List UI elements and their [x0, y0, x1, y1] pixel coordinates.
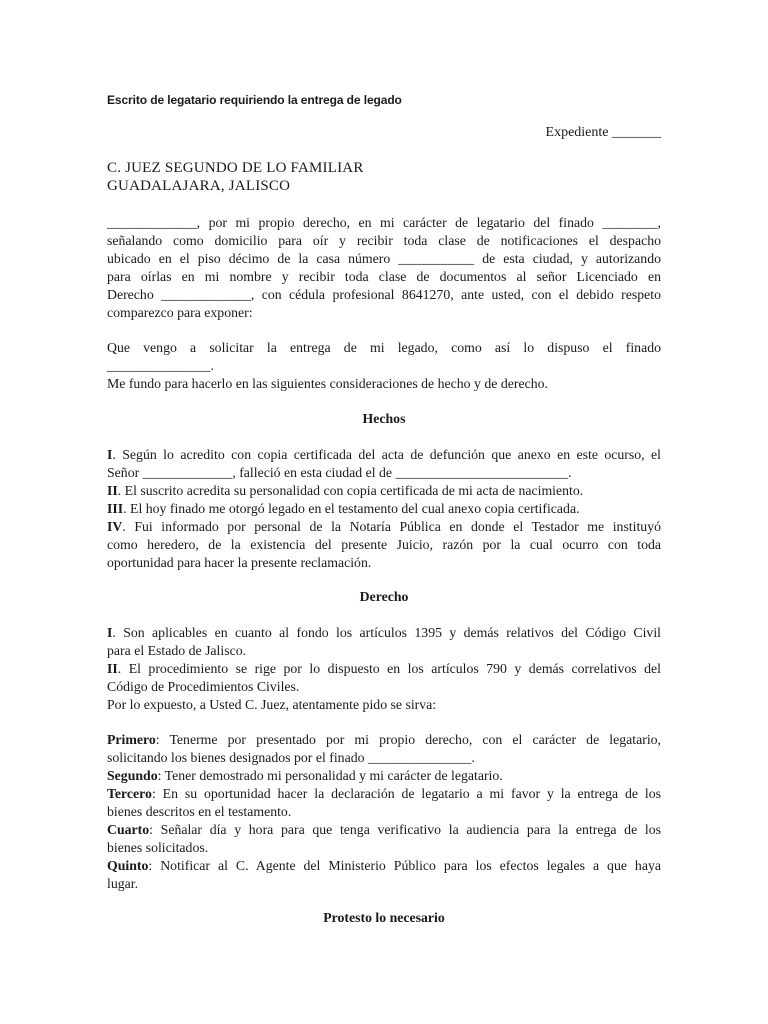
intro-line: para oírlas en mi nombre y recibir toda clase de documentos al señor Licenciado en	[107, 269, 661, 284]
derecho-heading: Derecho	[359, 589, 409, 604]
intro-line: señalando como domicilio para oír y recibir toda clase de notificaciones el despacho	[107, 233, 661, 248]
hecho-number: II	[107, 483, 118, 498]
punto-line: Tercero: En su oportunidad hacer la declaración de legatario a mi favor y la entrega de los	[107, 786, 661, 801]
petition-paragraph	[107, 339, 661, 393]
intro-line: comparezco para exponer:	[107, 305, 253, 320]
punto-label: Cuarto	[107, 822, 150, 837]
hecho-line: II. El suscrito acredita su personalidad con copia certificada de mi acta de nacimiento.	[107, 483, 584, 498]
hecho-number: IV	[107, 519, 123, 534]
petition-line: Que vengo a solicitar la entrega de mi legado, como así lo dispuso el finado	[107, 340, 661, 355]
hechos-heading: Hechos	[362, 411, 406, 426]
addressee-line-1: C. JUEZ SEGUNDO DE LO FAMILIAR	[107, 160, 364, 176]
hecho-number: I	[107, 447, 113, 462]
derecho-number: I	[107, 625, 113, 640]
hecho-line: III. El hoy finado me otorgó legado en el testamento del cual anexo copia certificada.	[107, 501, 580, 516]
punto-line: bienes descritos en el testamento.	[107, 804, 292, 819]
derecho-section	[107, 624, 661, 714]
derecho-line: I. Son aplicables en cuanto al fondo los artículos 1395 y demás relativos del Código Civil	[107, 625, 661, 640]
intro-line: _____________, por mi propio derecho, en mi carácter de legatario del finado ________,	[107, 215, 661, 230]
hecho-line: I. Según lo acredito con copia certificada del acta de defunción que anexo en este ocurso, el	[107, 447, 661, 462]
punto-label: Tercero	[107, 786, 152, 801]
derecho-line: para el Estado de Jalisco.	[107, 643, 247, 658]
hechos-section	[107, 446, 661, 572]
derecho-line: Código de Procedimientos Civiles.	[107, 679, 300, 694]
derecho-number: II	[107, 661, 118, 676]
punto-label: Quinto	[107, 858, 149, 873]
addressee-line-2: GUADALAJARA, JALISCO	[107, 178, 291, 194]
punto-line: Primero: Tenerme por presentado por mi propio derecho, con el carácter de legatario,	[107, 732, 661, 747]
punto-line: solicitando los bienes designados por el finado _______________.	[107, 750, 475, 765]
hecho-line: IV. Fui informado por personal de la Notaría Pública en donde el Testador me instituyó	[107, 519, 662, 534]
punto-line: bienes solicitados.	[107, 840, 209, 855]
hecho-line: como heredero, de la existencia del presente Juicio, razón por la cual ocurro con toda	[107, 537, 661, 552]
expediente-field: Expediente _______	[545, 125, 661, 140]
por-lo-expuesto: Por lo expuesto, a Usted C. Juez, atentamente pido se sirva:	[107, 697, 437, 712]
puntos-section	[107, 731, 661, 893]
hecho-line: Señor _____________, falleció en esta ciudad el de _________________________.	[107, 465, 572, 480]
intro-paragraph	[107, 214, 661, 322]
punto-line: lugar.	[107, 876, 139, 891]
punto-label: Segundo	[107, 768, 158, 783]
closing-heading: Protesto lo necesario	[323, 910, 445, 925]
punto-line: Segundo: Tener demostrado mi personalidad y mi carácter de legatario.	[107, 768, 503, 783]
hecho-line: oportunidad para hacer la presente reclamación.	[107, 555, 372, 570]
intro-line: Derecho _____________, con cédula profesional 8641270, ante usted, con el debido respeto	[107, 287, 661, 302]
petition-line: Me fundo para hacerlo en las siguientes consideraciones de hecho y de derecho.	[107, 376, 548, 391]
punto-line: Quinto: Notificar al C. Agente del Ministerio Público para los efectos legales a que haya	[107, 858, 661, 873]
derecho-line: II. El procedimiento se rige por lo dispuesto en los artículos 790 y demás correlativos del	[107, 661, 661, 676]
punto-line: Cuarto: Señalar día y hora para que tenga verificativo la audiencia para la entrega de los	[107, 822, 661, 837]
document-title: Escrito de legatario requiriendo la entrega de legado	[107, 93, 402, 107]
punto-label: Primero	[107, 732, 156, 747]
hecho-number: III	[107, 501, 124, 516]
petition-line: _______________.	[107, 358, 214, 373]
intro-line: ubicado en el piso décimo de la casa número ___________ de esta ciudad, y autorizando	[107, 251, 661, 266]
